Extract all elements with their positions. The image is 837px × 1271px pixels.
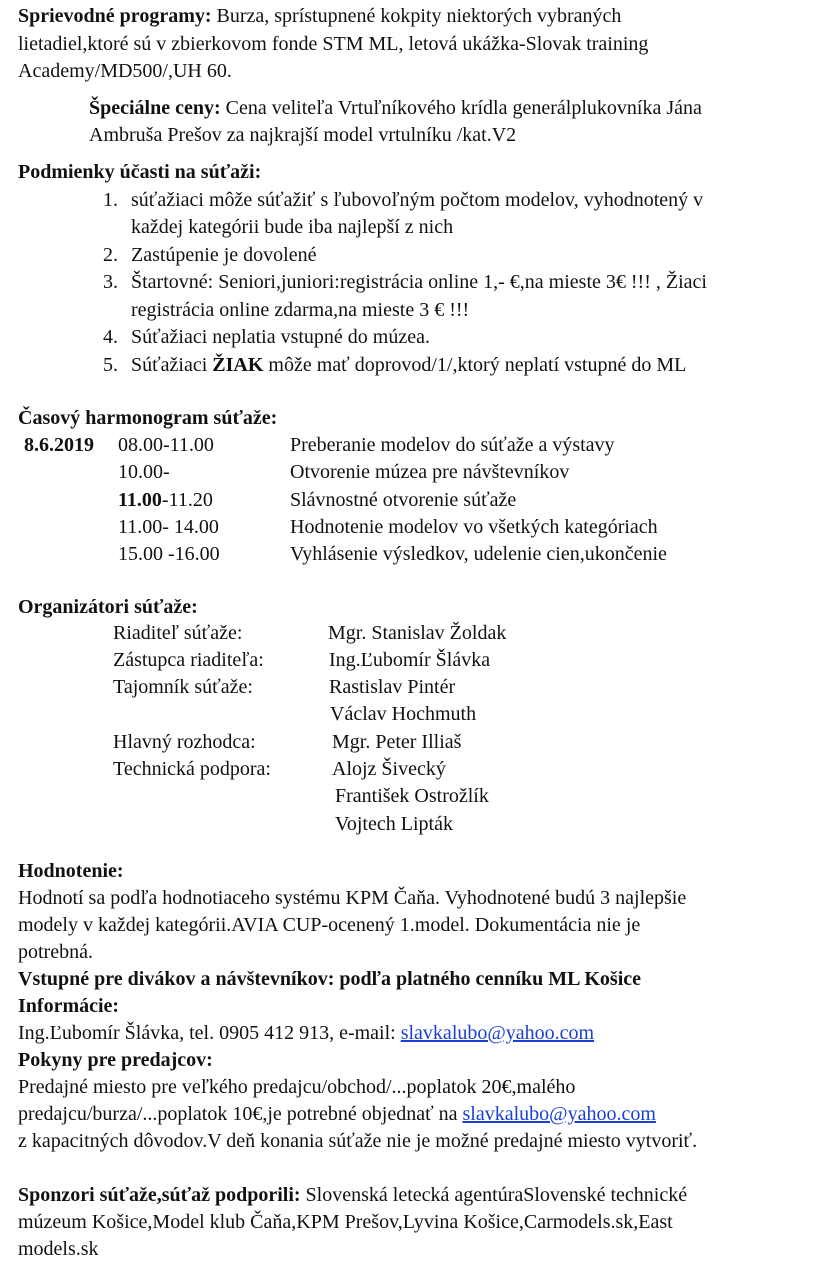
condition-text-5 (131, 352, 686, 378)
organizer-name-1: Mgr. Stanislav Žoldak (328, 622, 507, 644)
support-line-2: lietadiel,ktoré sú v zbierkovom fonde STM ML, letová ukážka-Slovak training (18, 33, 649, 55)
special-heading: Špeciálne ceny: (89, 97, 221, 119)
support-text-1: Burza, sprístupnené kokpity niektorých vybraných (211, 5, 622, 27)
organizer-name-7: František Ostrožlík (335, 785, 489, 807)
condition-num-1: 1. (103, 189, 118, 211)
special-line-2: Ambruša Prešov za najkrajší model vrtulníku /kat.V2 (89, 124, 517, 146)
schedule-time-3 (118, 487, 213, 513)
condition-text-3b: registrácia online zdarma,na mieste 3 € !!! (131, 299, 470, 321)
schedule-desc-5: Vyhlásenie výsledkov, udelenie cien,ukončenie (290, 543, 667, 565)
sponsors-line-3: models.sk (18, 1238, 99, 1260)
entrance-heading: Vstupné pre divákov a návštevníkov: podľa platného cenníku ML Košice (18, 968, 642, 990)
support-heading: Sprievodné programy: (18, 5, 212, 27)
schedule-time-3-bold: 11.00 (118, 489, 162, 511)
condition-5-suffix: môže mať doprovod/1/,ktorý neplatí vstupné do ML (263, 354, 687, 376)
organizer-role-6: Technická podpora: (113, 758, 271, 780)
schedule-time-2: 10.00- (118, 461, 170, 483)
schedule-time-1: 08.00-11.00 (118, 434, 214, 456)
special-line-1 (89, 95, 702, 121)
sponsors-text-1: Slovenská letecká agentúraSlovenské technické (300, 1184, 688, 1206)
evaluation-line-3: potrebná. (18, 941, 93, 963)
condition-5-prefix: Súťažiaci (131, 354, 213, 376)
schedule-desc-1: Preberanie modelov do súťaže a výstavy (290, 434, 615, 456)
condition-5-bold: ŽIAK (212, 354, 264, 376)
condition-text-1b: každej kategórii bude iba najlepší z nich (131, 216, 454, 238)
organizer-name-2: Ing.Ľubomír Šlávka (329, 649, 491, 671)
special-text-1: Cena veliteľa Vrtuľníkového krídla generálplukovníka Jána (220, 97, 702, 119)
schedule-time-4: 11.00- 14.00 (118, 516, 219, 538)
organizer-role-5: Hlavný rozhodca: (113, 731, 256, 753)
support-line-3: Academy/MD500/,UH 60. (18, 60, 232, 82)
condition-text-2: Zastúpenie je dovolené (131, 244, 317, 266)
organizer-role-3: Tajomník súťaže: (113, 676, 253, 698)
organizer-role-2: Zástupca riaditeľa: (113, 649, 264, 671)
condition-num-3: 3. (103, 271, 118, 293)
sponsors-line-1 (18, 1182, 687, 1208)
condition-num-5: 5. (103, 354, 118, 376)
schedule-time-3-rest: -11.20 (161, 489, 213, 511)
schedule-desc-2: Otvorenie múzea pre návštevníkov (290, 461, 570, 483)
organizer-name-8: Vojtech Lipták (335, 813, 453, 835)
condition-text-4: Súťažiaci neplatia vstupné do múzea. (131, 326, 430, 348)
schedule-heading: Časový harmonogram súťaže: (18, 407, 278, 429)
organizer-name-5: Mgr. Peter Illiaš (332, 731, 462, 753)
info-contact: Ing.Ľubomír Šlávka, tel. 0905 412 913, e-mail: (18, 1022, 401, 1044)
schedule-time-5: 15.00 -16.00 (118, 543, 220, 565)
evaluation-heading: Hodnotenie: (18, 860, 124, 882)
info-contact-line (18, 1020, 594, 1046)
sellers-text-2: predajcu/burza/...poplatok 10€,je potrebné objednať na (18, 1103, 463, 1125)
support-line-1 (18, 3, 621, 29)
condition-text-3a: Štartovné: Seniori,juniori:registrácia online 1,- €,na mieste 3€ !!! , Žiaci (131, 271, 707, 293)
schedule-desc-3: Slávnostné otvorenie súťaže (290, 489, 517, 511)
sellers-heading: Pokyny pre predajcov: (18, 1049, 213, 1071)
conditions-heading: Podmienky účasti na súťaži: (18, 161, 262, 183)
sellers-email-link[interactable]: slavkalubo@yahoo.com (462, 1103, 656, 1125)
organizer-name-4: Václav Hochmuth (330, 703, 477, 725)
organizers-heading: Organizátori súťaže: (18, 596, 198, 618)
info-heading: Informácie: (18, 995, 120, 1017)
schedule-date: 8.6.2019 (24, 434, 94, 456)
sellers-line-2 (18, 1101, 656, 1127)
sellers-line-1: Predajné miesto pre veľkého predajcu/obchod/...poplatok 20€,malého (18, 1076, 576, 1098)
evaluation-line-2: modely v každej kategórii.AVIA CUP-ocenený 1.model. Dokumentácia nie je (18, 914, 641, 936)
condition-num-4: 4. (103, 326, 118, 348)
organizer-role-1: Riaditeľ súťaže: (113, 622, 243, 644)
sponsors-heading: Sponzori súťaže,súťaž podporili: (18, 1184, 301, 1206)
schedule-desc-4: Hodnotenie modelov vo všetkých kategóriach (290, 516, 658, 538)
condition-text-1a: súťažiaci môže súťažiť s ľubovoľným počtom modelov, vyhodnotený v (131, 189, 704, 211)
organizer-name-3: Rastislav Pintér (329, 676, 456, 698)
sellers-line-3: z kapacitných dôvodov.V deň konania súťaže nie je možné predajné miesto vytvoriť. (18, 1130, 698, 1152)
evaluation-line-1: Hodnotí sa podľa hodnotiaceho systému KPM Čaňa. Vyhodnotené budú 3 najlepšie (18, 887, 687, 909)
condition-num-2: 2. (103, 244, 118, 266)
sponsors-line-2: múzeum Košice,Model klub Čaňa,KPM Prešov,Lyvina Košice,Carmodels.sk,East (18, 1211, 673, 1233)
info-email-link[interactable]: slavkalubo@yahoo.com (400, 1022, 595, 1044)
organizer-name-6: Alojz Šivecký (332, 758, 446, 780)
